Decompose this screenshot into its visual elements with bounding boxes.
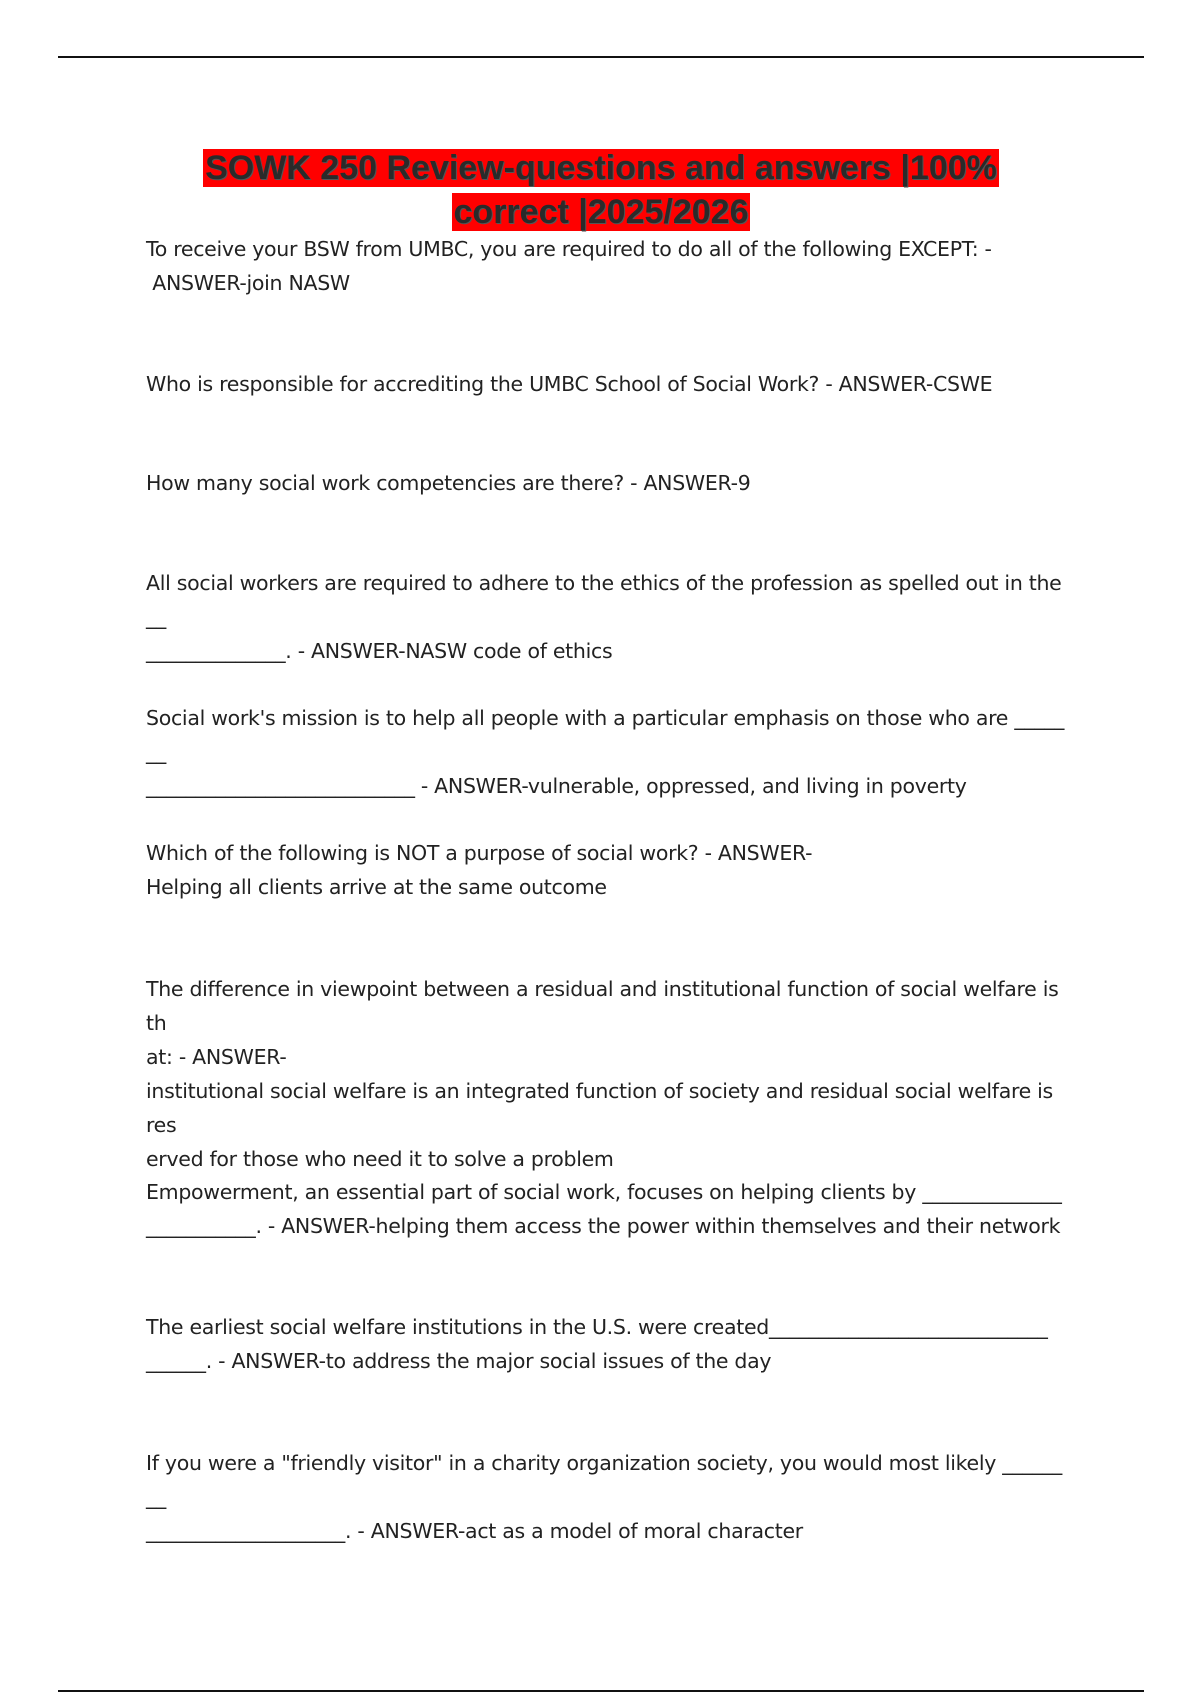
qa-item-1: To receive your BSW from UMBC, you are required to do all of the following EXCEPT: - ANSWER-join NASW (146, 237, 992, 295)
qa-item-4: All social workers are required to adhere to the ethics of the profession as spelled out in the__ ______________. - ANSWER-NASW code of ethics (146, 571, 1062, 663)
qa-item-9: The earliest social welfare institutions in the U.S. were created____________________________ ______. - ANSWER-to address the major social issues of the day (146, 1315, 1048, 1373)
title-line-1: SOWK 250 Review-questions and answers |100% (205, 149, 997, 187)
qa-item-5: Social work's mission is to help all people with a particular emphasis on those who are _______ ___________________________ - ANSWER-vulnerable, oppressed, and living in poverty (146, 706, 1065, 798)
header-rule (58, 56, 1144, 58)
qa-item-7: The difference in viewpoint between a residual and institutional function of social welfare is th at: - ANSWER- institutional social welfare is an integrated function of society and residual social welfare is res erved for those who need it to solve a problem (146, 977, 1059, 1171)
qa-item-10: If you were a "friendly visitor" in a charity organization society, you would most likely ________ ____________________. - ANSWER-act as a model of moral character (146, 1451, 1062, 1543)
qa-item-8: Empowerment, an essential part of social work, focuses on helping clients by ______________ ___________. - ANSWER-helping them access the power within themselves and their network (146, 1180, 1062, 1238)
document-title (146, 146, 1056, 234)
title-line-2: correct |2025/2026 (453, 193, 749, 231)
qa-item-3: How many social work competencies are there? - ANSWER-9 (146, 471, 751, 495)
qa-item-6: Which of the following is NOT a purpose of social work? - ANSWER- Helping all clients arrive at the same outcome (146, 841, 813, 899)
footer-rule (58, 1690, 1144, 1692)
qa-item-2: Who is responsible for accrediting the UMBC School of Social Work? - ANSWER-CSWE (146, 372, 993, 396)
